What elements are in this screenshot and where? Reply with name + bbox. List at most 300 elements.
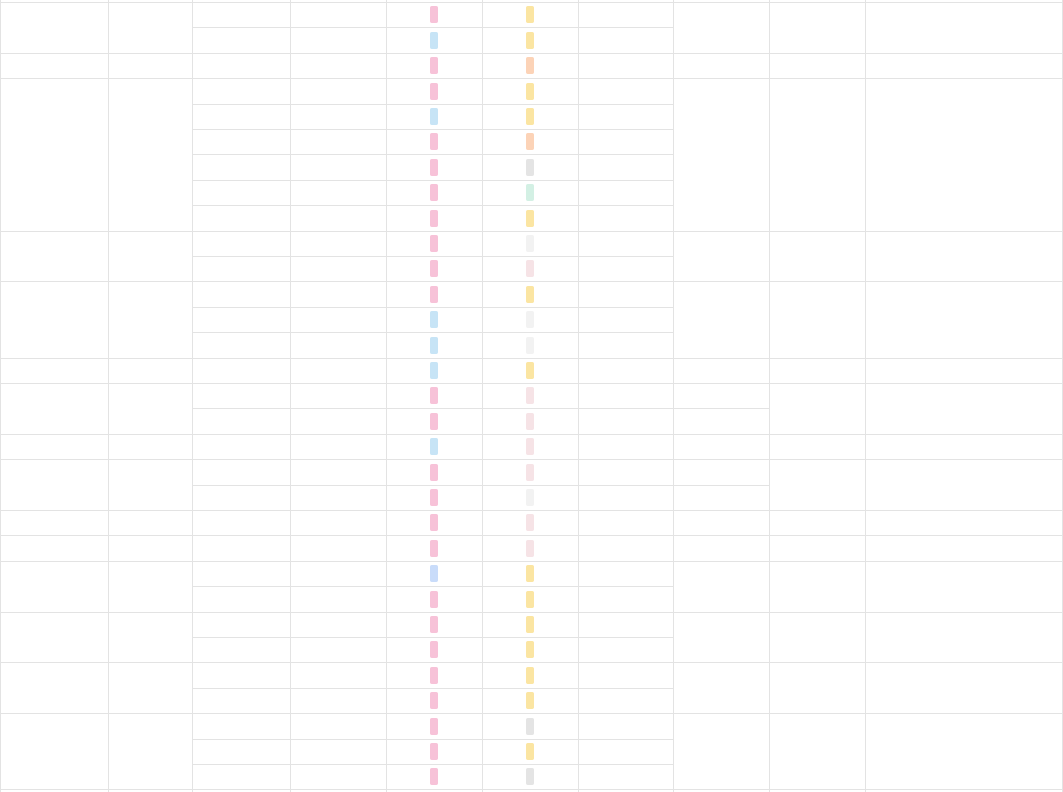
work-type-cell[interactable]	[386, 231, 482, 256]
work-id[interactable]	[290, 281, 386, 307]
work-type-cell[interactable]	[386, 561, 482, 586]
days-count[interactable]	[769, 510, 865, 535]
note-text[interactable]	[865, 535, 1063, 561]
grid-line	[673, 485, 769, 486]
creator-uid[interactable]	[108, 713, 192, 789]
days-count[interactable]	[769, 535, 865, 561]
work-title[interactable]	[192, 434, 290, 459]
creator-name[interactable]	[0, 662, 108, 713]
creator-uid[interactable]	[108, 510, 192, 535]
work-level-tag	[526, 311, 534, 328]
note-text[interactable]	[865, 358, 1063, 383]
work-level-cell[interactable]	[482, 154, 578, 180]
work-level-tag	[526, 768, 534, 785]
grid-line	[0, 0, 1, 792]
work-title[interactable]	[192, 637, 290, 662]
work-level-tag	[526, 438, 534, 455]
work-title[interactable]	[192, 53, 290, 78]
work-level-tag	[526, 692, 534, 709]
work-id[interactable]	[290, 586, 386, 612]
work-level-tag	[526, 235, 534, 252]
grid-line	[192, 739, 673, 740]
work-type-tag	[430, 311, 438, 328]
work-level-tag	[526, 362, 534, 379]
work-score[interactable]	[578, 764, 673, 789]
creator-uid[interactable]	[108, 78, 192, 231]
grid-line	[192, 180, 673, 181]
work-id[interactable]	[290, 637, 386, 662]
work-score[interactable]	[578, 612, 673, 637]
work-type-tag	[430, 514, 438, 531]
work-type-cell[interactable]	[386, 27, 482, 53]
creator-uid[interactable]	[108, 2, 192, 53]
creator-uid[interactable]	[108, 53, 192, 78]
work-type-cell[interactable]	[386, 53, 482, 78]
work-level-cell[interactable]	[482, 104, 578, 129]
work-level-cell[interactable]	[482, 586, 578, 612]
creator-name[interactable]	[0, 281, 108, 358]
grid-line	[0, 612, 1063, 613]
work-type-tag	[430, 32, 438, 49]
work-type-tag	[430, 692, 438, 709]
work-type-cell[interactable]	[386, 688, 482, 713]
work-id[interactable]	[290, 154, 386, 180]
work-title[interactable]	[192, 535, 290, 561]
creator-uid[interactable]	[108, 612, 192, 662]
work-id[interactable]	[290, 713, 386, 739]
work-level-cell[interactable]	[482, 662, 578, 688]
work-score[interactable]	[578, 485, 673, 510]
total-score[interactable]	[673, 2, 769, 53]
work-id[interactable]	[290, 78, 386, 104]
work-level-tag	[526, 743, 534, 760]
note-text[interactable]	[865, 2, 1063, 53]
work-score[interactable]	[578, 180, 673, 205]
work-level-cell[interactable]	[482, 383, 578, 408]
work-type-tag	[430, 718, 438, 735]
work-type-cell[interactable]	[386, 205, 482, 231]
work-title[interactable]	[192, 154, 290, 180]
work-level-cell[interactable]	[482, 688, 578, 713]
work-level-cell[interactable]	[482, 739, 578, 764]
work-score[interactable]	[578, 231, 673, 256]
work-id[interactable]	[290, 205, 386, 231]
work-type-tag	[430, 83, 438, 100]
note-text[interactable]	[865, 78, 1063, 231]
work-score[interactable]	[578, 510, 673, 535]
work-type-tag	[430, 337, 438, 354]
creator-uid[interactable]	[108, 662, 192, 713]
grid-line	[0, 459, 1063, 460]
work-level-cell[interactable]	[482, 510, 578, 535]
days-count[interactable]	[769, 53, 865, 78]
note-text[interactable]	[865, 713, 1063, 789]
work-score[interactable]	[578, 713, 673, 739]
work-type-tag	[430, 743, 438, 760]
total-score[interactable]	[673, 561, 769, 612]
total-score[interactable]	[673, 281, 769, 358]
work-score[interactable]	[578, 154, 673, 180]
creator-name[interactable]	[0, 78, 108, 231]
work-type-cell[interactable]	[386, 358, 482, 383]
work-title[interactable]	[192, 129, 290, 154]
work-id[interactable]	[290, 53, 386, 78]
work-score[interactable]	[578, 637, 673, 662]
work-id[interactable]	[290, 358, 386, 383]
work-level-cell[interactable]	[482, 129, 578, 154]
days-count[interactable]	[769, 281, 865, 358]
grid-line	[769, 0, 770, 792]
work-id[interactable]	[290, 307, 386, 332]
days-count[interactable]	[769, 459, 865, 510]
work-id[interactable]	[290, 764, 386, 789]
note-text[interactable]	[865, 281, 1063, 358]
days-count[interactable]	[769, 231, 865, 281]
creator-uid[interactable]	[108, 281, 192, 358]
creator-name[interactable]	[0, 510, 108, 535]
grid-line	[0, 561, 1063, 562]
work-type-tag	[430, 413, 438, 430]
work-level-cell[interactable]	[482, 2, 578, 27]
creator-name[interactable]	[0, 2, 108, 53]
work-type-tag	[430, 235, 438, 252]
creator-uid[interactable]	[108, 459, 192, 510]
work-level-tag	[526, 718, 534, 735]
grid-line	[192, 485, 673, 486]
work-type-tag	[430, 616, 438, 633]
days-count[interactable]	[769, 78, 865, 231]
grid-line	[0, 510, 1063, 511]
work-id[interactable]	[290, 408, 386, 434]
work-id[interactable]	[290, 27, 386, 53]
work-id[interactable]	[290, 535, 386, 561]
work-score[interactable]	[578, 358, 673, 383]
work-title[interactable]	[192, 281, 290, 307]
work-level-cell[interactable]	[482, 358, 578, 383]
work-type-cell[interactable]	[386, 332, 482, 358]
days-count[interactable]	[769, 2, 865, 53]
work-level-tag	[526, 108, 534, 125]
grid-line	[0, 281, 1063, 282]
work-score[interactable]	[578, 2, 673, 27]
grid-line	[0, 231, 1063, 232]
work-id[interactable]	[290, 231, 386, 256]
days-count[interactable]	[769, 383, 865, 434]
work-title[interactable]	[192, 688, 290, 713]
work-title[interactable]	[192, 256, 290, 281]
work-score[interactable]	[578, 281, 673, 307]
work-type-cell[interactable]	[386, 485, 482, 510]
grid-line	[192, 27, 673, 28]
grid-line	[578, 0, 579, 792]
note-text[interactable]	[865, 459, 1063, 510]
work-score[interactable]	[578, 459, 673, 485]
work-id[interactable]	[290, 256, 386, 281]
note-text[interactable]	[865, 231, 1063, 281]
grid-line	[192, 764, 673, 765]
row-score[interactable]	[673, 459, 769, 485]
work-level-tag	[526, 413, 534, 430]
work-score[interactable]	[578, 256, 673, 281]
work-type-tag	[430, 362, 438, 379]
work-level-cell[interactable]	[482, 561, 578, 586]
work-level-tag	[526, 260, 534, 277]
grid-line	[482, 0, 483, 792]
work-level-cell[interactable]	[482, 27, 578, 53]
work-id[interactable]	[290, 662, 386, 688]
total-score[interactable]	[673, 78, 769, 231]
work-level-cell[interactable]	[482, 535, 578, 561]
work-level-tag	[526, 57, 534, 74]
work-id[interactable]	[290, 739, 386, 764]
work-title[interactable]	[192, 612, 290, 637]
creator-name[interactable]	[0, 53, 108, 78]
work-type-cell[interactable]	[386, 713, 482, 739]
total-score[interactable]	[673, 612, 769, 662]
creator-uid[interactable]	[108, 535, 192, 561]
grid-line	[192, 205, 673, 206]
work-id[interactable]	[290, 2, 386, 27]
work-title[interactable]	[192, 662, 290, 688]
total-score[interactable]	[673, 713, 769, 789]
work-title[interactable]	[192, 104, 290, 129]
work-id[interactable]	[290, 332, 386, 358]
work-score[interactable]	[578, 78, 673, 104]
work-type-tag	[430, 565, 438, 582]
work-level-cell[interactable]	[482, 78, 578, 104]
total-score[interactable]	[673, 535, 769, 561]
work-level-tag	[526, 32, 534, 49]
work-level-tag	[526, 540, 534, 557]
work-title[interactable]	[192, 180, 290, 205]
total-score[interactable]	[673, 510, 769, 535]
creator-name[interactable]	[0, 561, 108, 612]
work-id[interactable]	[290, 510, 386, 535]
work-type-cell[interactable]	[386, 180, 482, 205]
work-title[interactable]	[192, 510, 290, 535]
note-text[interactable]	[865, 510, 1063, 535]
creator-name[interactable]	[0, 383, 108, 434]
days-count[interactable]	[769, 358, 865, 383]
work-title[interactable]	[192, 307, 290, 332]
work-id[interactable]	[290, 459, 386, 485]
total-score[interactable]	[673, 53, 769, 78]
work-title[interactable]	[192, 459, 290, 485]
grid-line	[290, 0, 291, 792]
work-level-cell[interactable]	[482, 53, 578, 78]
grid-line	[108, 0, 109, 792]
work-level-tag	[526, 616, 534, 633]
work-level-cell[interactable]	[482, 434, 578, 459]
total-score[interactable]	[673, 358, 769, 383]
work-id[interactable]	[290, 561, 386, 586]
grid-line	[0, 789, 1063, 790]
work-type-cell[interactable]	[386, 739, 482, 764]
creator-uid[interactable]	[108, 434, 192, 459]
work-type-cell[interactable]	[386, 78, 482, 104]
work-type-cell[interactable]	[386, 256, 482, 281]
work-id[interactable]	[290, 688, 386, 713]
work-level-tag	[526, 667, 534, 684]
grid-line	[0, 383, 1063, 384]
work-type-cell[interactable]	[386, 383, 482, 408]
total-score[interactable]	[673, 662, 769, 713]
work-type-tag	[430, 286, 438, 303]
grid-line	[192, 129, 673, 130]
work-level-cell[interactable]	[482, 231, 578, 256]
work-title[interactable]	[192, 27, 290, 53]
creator-name[interactable]	[0, 535, 108, 561]
note-text[interactable]	[865, 612, 1063, 662]
work-level-cell[interactable]	[482, 180, 578, 205]
creator-name[interactable]	[0, 713, 108, 789]
creator-name[interactable]	[0, 459, 108, 510]
work-score[interactable]	[578, 104, 673, 129]
work-type-tag	[430, 108, 438, 125]
work-type-tag	[430, 641, 438, 658]
work-score[interactable]	[578, 561, 673, 586]
work-level-tag	[526, 6, 534, 23]
grid-line	[192, 408, 673, 409]
grid-line	[673, 0, 674, 792]
work-title[interactable]	[192, 408, 290, 434]
total-score[interactable]	[673, 434, 769, 459]
creator-name[interactable]	[0, 231, 108, 281]
work-id[interactable]	[290, 104, 386, 129]
work-title[interactable]	[192, 332, 290, 358]
work-level-cell[interactable]	[482, 307, 578, 332]
total-score[interactable]	[673, 231, 769, 281]
work-type-cell[interactable]	[386, 281, 482, 307]
creator-name[interactable]	[0, 434, 108, 459]
work-type-cell[interactable]	[386, 154, 482, 180]
grid-line	[192, 0, 193, 792]
work-id[interactable]	[290, 129, 386, 154]
work-level-cell[interactable]	[482, 256, 578, 281]
creator-uid[interactable]	[108, 231, 192, 281]
row-score[interactable]	[673, 383, 769, 408]
work-title[interactable]	[192, 586, 290, 612]
work-id[interactable]	[290, 383, 386, 408]
work-type-cell[interactable]	[386, 586, 482, 612]
work-type-cell[interactable]	[386, 662, 482, 688]
note-text[interactable]	[865, 53, 1063, 78]
work-type-cell[interactable]	[386, 535, 482, 561]
work-id[interactable]	[290, 612, 386, 637]
work-score[interactable]	[578, 535, 673, 561]
work-title[interactable]	[192, 78, 290, 104]
work-level-cell[interactable]	[482, 459, 578, 485]
grid-line	[0, 434, 1063, 435]
creator-uid[interactable]	[108, 561, 192, 612]
note-text[interactable]	[865, 561, 1063, 612]
work-title[interactable]	[192, 2, 290, 27]
work-score[interactable]	[578, 53, 673, 78]
days-count[interactable]	[769, 434, 865, 459]
note-text[interactable]	[865, 383, 1063, 434]
work-type-cell[interactable]	[386, 408, 482, 434]
work-score[interactable]	[578, 739, 673, 764]
work-type-cell[interactable]	[386, 637, 482, 662]
work-title[interactable]	[192, 713, 290, 739]
days-count[interactable]	[769, 561, 865, 612]
work-level-tag	[526, 591, 534, 608]
work-level-cell[interactable]	[482, 485, 578, 510]
work-type-cell[interactable]	[386, 764, 482, 789]
grid-line	[192, 688, 673, 689]
creator-name[interactable]	[0, 612, 108, 662]
work-level-cell[interactable]	[482, 764, 578, 789]
work-id[interactable]	[290, 485, 386, 510]
work-title[interactable]	[192, 205, 290, 231]
work-type-cell[interactable]	[386, 129, 482, 154]
days-count[interactable]	[769, 713, 865, 789]
days-count[interactable]	[769, 612, 865, 662]
row-score[interactable]	[673, 485, 769, 510]
work-title[interactable]	[192, 231, 290, 256]
work-type-cell[interactable]	[386, 459, 482, 485]
work-level-cell[interactable]	[482, 281, 578, 307]
work-score[interactable]	[578, 205, 673, 231]
work-title[interactable]	[192, 358, 290, 383]
work-type-tag	[430, 260, 438, 277]
work-score[interactable]	[578, 662, 673, 688]
work-type-tag	[430, 6, 438, 23]
work-score[interactable]	[578, 129, 673, 154]
work-score[interactable]	[578, 307, 673, 332]
work-type-cell[interactable]	[386, 307, 482, 332]
work-title[interactable]	[192, 764, 290, 789]
work-title[interactable]	[192, 561, 290, 586]
creator-uid[interactable]	[108, 358, 192, 383]
work-level-cell[interactable]	[482, 205, 578, 231]
days-count[interactable]	[769, 662, 865, 713]
work-title[interactable]	[192, 739, 290, 764]
work-score[interactable]	[578, 434, 673, 459]
work-type-tag	[430, 489, 438, 506]
creator-name[interactable]	[0, 358, 108, 383]
work-id[interactable]	[290, 434, 386, 459]
work-type-cell[interactable]	[386, 510, 482, 535]
work-title[interactable]	[192, 383, 290, 408]
work-score[interactable]	[578, 688, 673, 713]
row-score[interactable]	[673, 408, 769, 434]
work-type-cell[interactable]	[386, 104, 482, 129]
work-level-cell[interactable]	[482, 612, 578, 637]
work-score[interactable]	[578, 408, 673, 434]
note-text[interactable]	[865, 434, 1063, 459]
grid-line	[0, 2, 1063, 3]
work-id[interactable]	[290, 180, 386, 205]
work-level-cell[interactable]	[482, 408, 578, 434]
work-type-cell[interactable]	[386, 612, 482, 637]
work-type-cell[interactable]	[386, 2, 482, 27]
note-text[interactable]	[865, 662, 1063, 713]
work-score[interactable]	[578, 27, 673, 53]
work-title[interactable]	[192, 485, 290, 510]
grid-line	[0, 535, 1063, 536]
work-score[interactable]	[578, 332, 673, 358]
work-level-cell[interactable]	[482, 713, 578, 739]
work-level-cell[interactable]	[482, 637, 578, 662]
work-score[interactable]	[578, 383, 673, 408]
work-type-tag	[430, 184, 438, 201]
creator-uid[interactable]	[108, 383, 192, 434]
work-type-tag	[430, 768, 438, 785]
work-type-cell[interactable]	[386, 434, 482, 459]
work-score[interactable]	[578, 586, 673, 612]
work-level-cell[interactable]	[482, 332, 578, 358]
